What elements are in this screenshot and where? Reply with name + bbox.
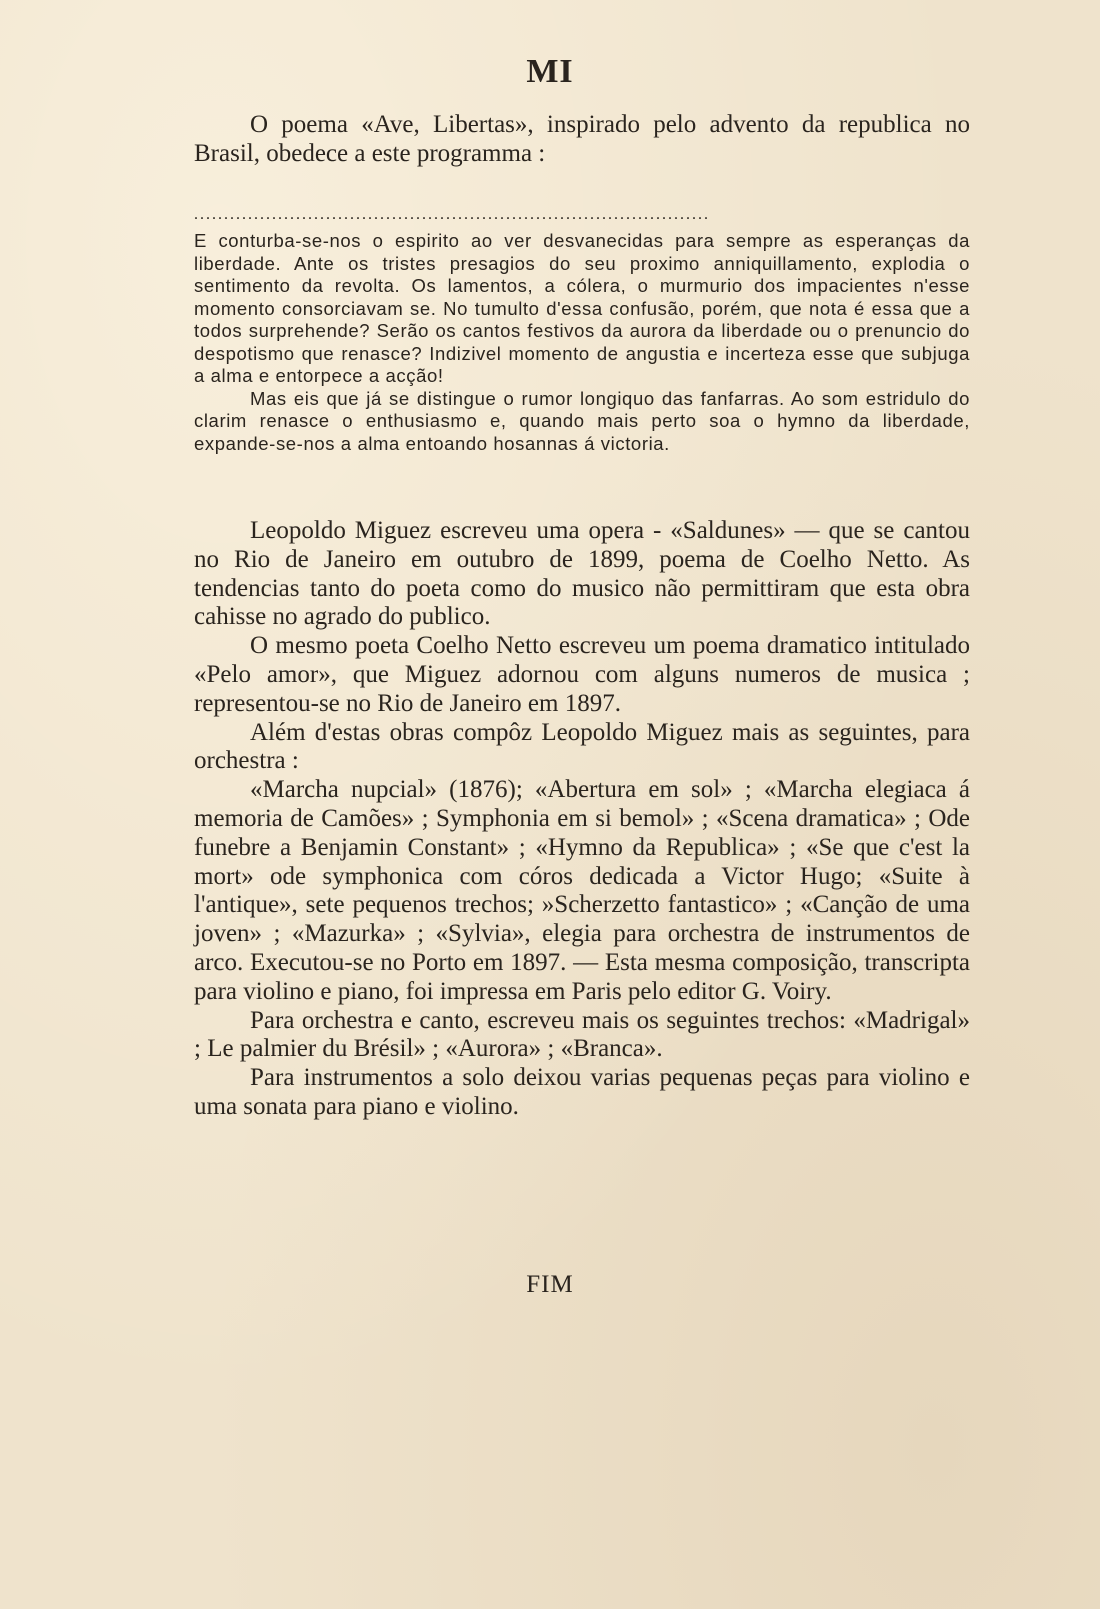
quote-paragraph: E conturba-se-nos o espirito ao ver desvanecidas para sempre as esperanças da liberdade. Ante os tristes presagios do seu proximo anniquillamento, explodia o sentimento da revolta. Os lamentos, a cólera, o murmurio dos impacientes n'esse momento consorciavam se. No tumulto d'essa confusão, porém, que nota é essa que a todos surprehende? Serão os cantos festivos da aurora da liberdade ou o prenuncio do despotismo que renasce? Indizivel momento de angustia e incerteza esse que subjuga a alma e entorpece a acção! [194, 230, 970, 386]
body-paragraph: Além d'estas obras compôz Leopoldo Miguez mais as seguintes, para orchestra : [194, 718, 970, 775]
page-number: MI [526, 53, 574, 90]
body-paragraph: O mesmo poeta Coelho Netto escreveu um poema dramatico intitulado «Pelo amor», que Miguez adornou com alguns numeros de musica ; representou-se no Rio de Janeiro em 1897. [194, 632, 970, 717]
body-paragraph: Para instrumentos a solo deixou varias pequenas peças para violino e uma sonata para piano e violino. [194, 1064, 970, 1120]
body-paragraph: Leopoldo Miguez escreveu uma opera - «Saldunes» — que se cantou no Rio de Janeiro em outubro de 1899, poema de Coelho Netto. As tendencias tanto do poeta como do musico não permittiram que esta obra cahisse no agrado do publico. [194, 517, 970, 631]
programme-quote [194, 230, 970, 455]
intro-paragraph: O poema «Ave, Libertas», inspirado pelo advento da republica no Brasil, obedece a este programma : [194, 111, 970, 167]
end-mark: FIM [526, 1271, 574, 1298]
quote-paragraph: Mas eis que já se distingue o rumor longiquo das fanfarras. Ao som estridulo do clarim renasce o enthusiasmo e, quando mais perto soa o hymno da liberdade, expande-se-nos a alma entoando hosannas á victoria. [194, 387, 970, 454]
body-paragraph: Para orchestra e canto, escreveu mais os seguintes trechos: «Madrigal» ; Le palmier du Brésil» ; «Aurora» ; «Branca». [194, 1006, 970, 1063]
main-text [194, 517, 970, 1122]
ellipsis-line: ...................................................................................... [194, 206, 710, 223]
body-paragraph: «Marcha nupcial» (1876); «Abertura em sol» ; «Marcha elegiaca á memoria de Camões» ; Symphonia em si bemol» ; «Scena dramatica» ; Ode funebre a Benjamin Constant» ; «Hymno da Republica» ; «Se que c'est la mort» ode symphonica com córos dedicada a Victor Hugo; «Suite à l'antique», sete pequenos trechos; »Scherzetto fantastico» ; «Canção de uma joven» ; «Mazurka» ; «Sylvia», elegia para orchestra de instrumentos de arco. Executou-se no Porto em 1897. — Esta mesma composição, transcripta para violino e piano, foi impressa em Paris pelo editor G. Voiry. [194, 776, 970, 1005]
intro-paragraph-block [194, 111, 970, 169]
